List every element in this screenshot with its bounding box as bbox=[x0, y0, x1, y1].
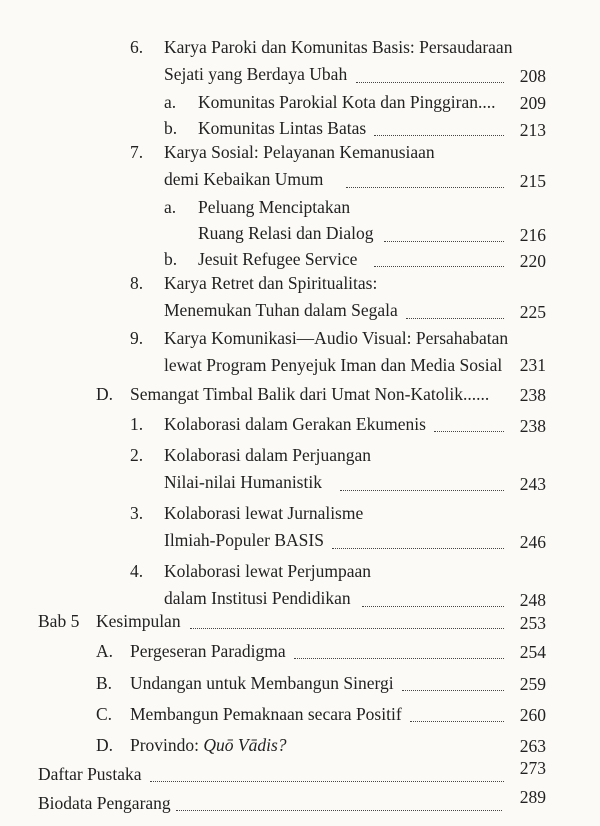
chapter-title: Kesimpulan bbox=[96, 611, 181, 631]
page-number: 220 bbox=[519, 251, 546, 271]
toc-entry-title: Karya Sosial: Pelayanan Kemanusiaan bbox=[164, 142, 435, 162]
toc-entry-number: 1. bbox=[130, 414, 144, 434]
toc-entry-number: 7. bbox=[130, 142, 144, 162]
page-number: 243 bbox=[519, 474, 546, 494]
page-number: 289 bbox=[519, 787, 546, 807]
toc-entry-title-prefix: Provindo: bbox=[130, 735, 204, 755]
page-number: 263 bbox=[519, 736, 546, 756]
dot-leader bbox=[356, 82, 504, 83]
toc-entry-number: 2. bbox=[130, 445, 144, 465]
page-number: 273 bbox=[519, 758, 546, 778]
toc-entry-title: Kolaborasi dalam Perjuangan bbox=[164, 445, 372, 465]
toc-entry-letter: B. bbox=[96, 673, 113, 693]
page-number: 259 bbox=[519, 674, 546, 694]
toc-entry-title-cont: Sejati yang Berdaya Ubah bbox=[164, 64, 348, 84]
dot-leader bbox=[346, 187, 504, 188]
dot-leader bbox=[176, 810, 502, 811]
toc-entry-letter: D. bbox=[96, 735, 114, 755]
toc-entry-letter: b. bbox=[164, 118, 178, 138]
toc-entry-title: Semangat Timbal Balik dari Umat Non-Katolik...... bbox=[130, 384, 490, 404]
page-number: 215 bbox=[519, 171, 546, 191]
dot-leader bbox=[434, 431, 504, 432]
dot-leader bbox=[294, 658, 504, 659]
page-number: 254 bbox=[519, 642, 546, 662]
toc-entry-letter: A. bbox=[96, 641, 114, 661]
toc-entry-title-cont: Nilai-nilai Humanistik bbox=[164, 472, 322, 492]
toc-entry-title-cont: lewat Program Penyejuk Iman dan Media Sosial bbox=[164, 355, 503, 375]
page-number: 213 bbox=[519, 120, 546, 140]
toc-entry-title bbox=[130, 734, 287, 756]
page-number: 246 bbox=[519, 532, 546, 552]
toc-entry-title-cont: Menemukan Tuhan dalam Segala bbox=[164, 300, 398, 320]
dot-leader bbox=[384, 241, 504, 242]
dot-leader bbox=[340, 490, 504, 491]
page-number: 238 bbox=[519, 416, 546, 436]
toc-entry-title: Komunitas Parokial Kota dan Pinggiran.... bbox=[198, 92, 496, 112]
page-number: 238 bbox=[519, 385, 546, 405]
toc-entry-title-cont: demi Kebaikan Umum bbox=[164, 169, 324, 189]
toc-entry-title-cont: dalam Institusi Pendidikan bbox=[164, 588, 351, 608]
page-number: 253 bbox=[519, 613, 546, 633]
toc-entry-title: Pergeseran Paradigma bbox=[130, 641, 286, 661]
toc-entry-title: Daftar Pustaka bbox=[38, 764, 142, 784]
page-number: 260 bbox=[519, 705, 546, 725]
toc-entry-number: 4. bbox=[130, 561, 144, 581]
dot-leader bbox=[150, 781, 504, 782]
toc-entry-title: Biodata Pengarang bbox=[38, 793, 171, 813]
toc-entry-letter: a. bbox=[164, 197, 177, 217]
toc-entry-title: Karya Komunikasi—Audio Visual: Persahabatan bbox=[164, 328, 509, 348]
toc-entry-title: Undangan untuk Membangun Sinergi bbox=[130, 673, 394, 693]
toc-entry-title: Karya Retret dan Spiritualitas: bbox=[164, 273, 378, 293]
toc-entry-letter: C. bbox=[96, 704, 113, 724]
toc-entry-letter: b. bbox=[164, 249, 178, 269]
toc-entry-title-italic: Quō Vādis? bbox=[203, 735, 287, 755]
toc-entry-title: Karya Paroki dan Komunitas Basis: Persaudaraan bbox=[164, 37, 513, 57]
dot-leader bbox=[402, 690, 504, 691]
toc-entry-title: Peluang Menciptakan bbox=[198, 197, 351, 217]
dot-leader bbox=[190, 628, 504, 629]
dot-leader bbox=[332, 548, 504, 549]
toc-entry-title: Kolaborasi dalam Gerakan Ekumenis bbox=[164, 414, 426, 434]
page-number: 209 bbox=[519, 93, 546, 113]
toc-entry-title-cont: Ruang Relasi dan Dialog bbox=[198, 223, 374, 243]
dot-leader bbox=[374, 266, 504, 267]
toc-entry-number: 8. bbox=[130, 273, 144, 293]
toc-entry-number: 3. bbox=[130, 503, 144, 523]
toc-entry-title: Jesuit Refugee Service bbox=[198, 249, 358, 269]
toc-entry-title: Komunitas Lintas Batas bbox=[198, 118, 367, 138]
dot-leader bbox=[362, 606, 504, 607]
page-number: 225 bbox=[519, 302, 546, 322]
page-number: 216 bbox=[519, 225, 546, 245]
chapter-number: Bab 5 bbox=[38, 611, 80, 631]
toc-entry-title: Kolaborasi lewat Jurnalisme bbox=[164, 503, 364, 523]
toc-entry-letter: D. bbox=[96, 384, 114, 404]
toc-entry-title: Membangun Pemaknaan secara Positif bbox=[130, 704, 402, 724]
toc-entry-number: 6. bbox=[130, 37, 144, 57]
dot-leader bbox=[374, 135, 504, 136]
dot-leader bbox=[410, 721, 504, 722]
toc-entry-title-cont: Ilmiah-Populer BASIS bbox=[164, 530, 324, 550]
page-number: 208 bbox=[519, 66, 546, 86]
page-number: 231 bbox=[519, 355, 546, 375]
page-number: 248 bbox=[519, 590, 546, 610]
toc-entry-number: 9. bbox=[130, 328, 144, 348]
toc-entry-title: Kolaborasi lewat Perjumpaan bbox=[164, 561, 372, 581]
dot-leader bbox=[406, 318, 504, 319]
toc-entry-letter: a. bbox=[164, 92, 177, 112]
